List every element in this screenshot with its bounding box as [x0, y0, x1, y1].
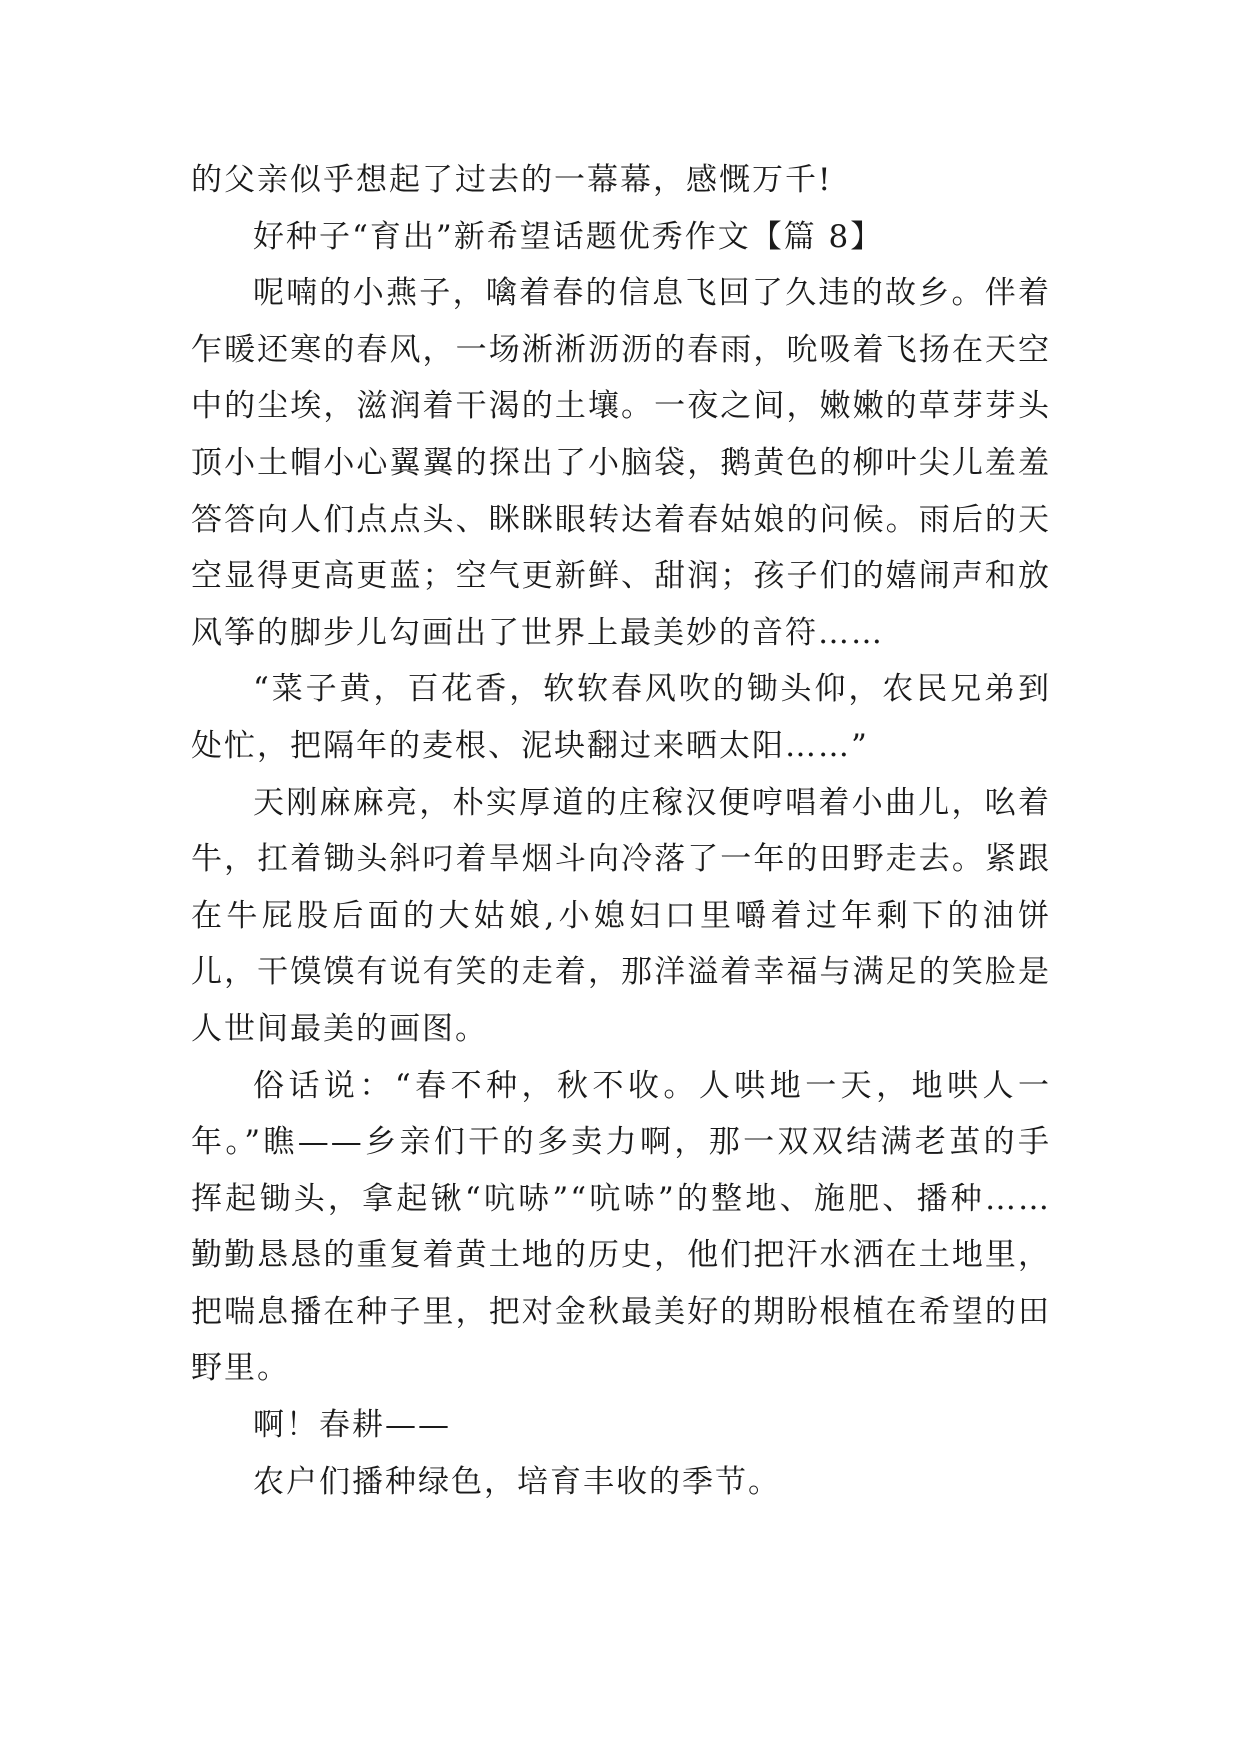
paragraph: 呢喃的小燕子，噙着春的信息飞回了久违的故乡。伴着乍暖还寒的春风，一场淅淅沥沥的春雨，吮吸着飞扬在天空中的尘埃，滋润着干渴的土壤。一夜之间，嫩嫩的草芽芽头顶小土帽小心翼翼的探出了小脑袋，鹅黄色的柳叶尖儿羞羞答答向人们点点头、眯眯眼转达着春姑娘的问候。雨后的天空显得更高更蓝；空气更新鲜、甜润；孩子们的嬉闹声和放风筝的脚步儿勾画出了世界上最美妙的音符…… [191, 275, 1051, 651]
paragraph: 俗话说：“春不种，秋不收。人哄地一天，地哄人一年。”瞧——乡亲们干的多卖力啊，那一双双结满老茧的手挥起锄头，拿起锹“吭哧”“吭哧”的整地、施肥、播种……勤勤恳恳的重复着黄土地的历史，他们把汗水洒在土地里，把喘息播在种子里，把对金秋最美好的期盼根植在希望的田野里。 [191, 1067, 1051, 1387]
paragraph-quote: “菜子黄，百花香，软软春风吹的锄头仰，农民兄弟到处忙，把隔年的麦根、泥块翻过来晒太阳……” [191, 671, 1051, 764]
section-heading: 好种子“育出”新希望话题优秀作文【篇 8】 [253, 218, 884, 255]
paragraph-continuation: 的父亲似乎想起了过去的一幕幕，感慨万千! [191, 162, 833, 198]
paragraph: 啊！春耕—— [253, 1407, 451, 1444]
paragraph: 农户们播种绿色，培育丰收的季节。 [253, 1463, 781, 1500]
paragraph: 天刚麻麻亮，朴实厚道的庄稼汉便哼唱着小曲儿，吆着牛，扛着锄头斜叼着旱烟斗向冷落了一年的田野走去。紧跟在牛屁股后面的大姑娘,小媳妇口里嚼着过年剩下的油饼儿，干馍馍有说有笑的走着，那洋溢着幸福与满足的笑脸是人世间最美的画图。 [191, 784, 1051, 1047]
document-body [191, 152, 1051, 1510]
